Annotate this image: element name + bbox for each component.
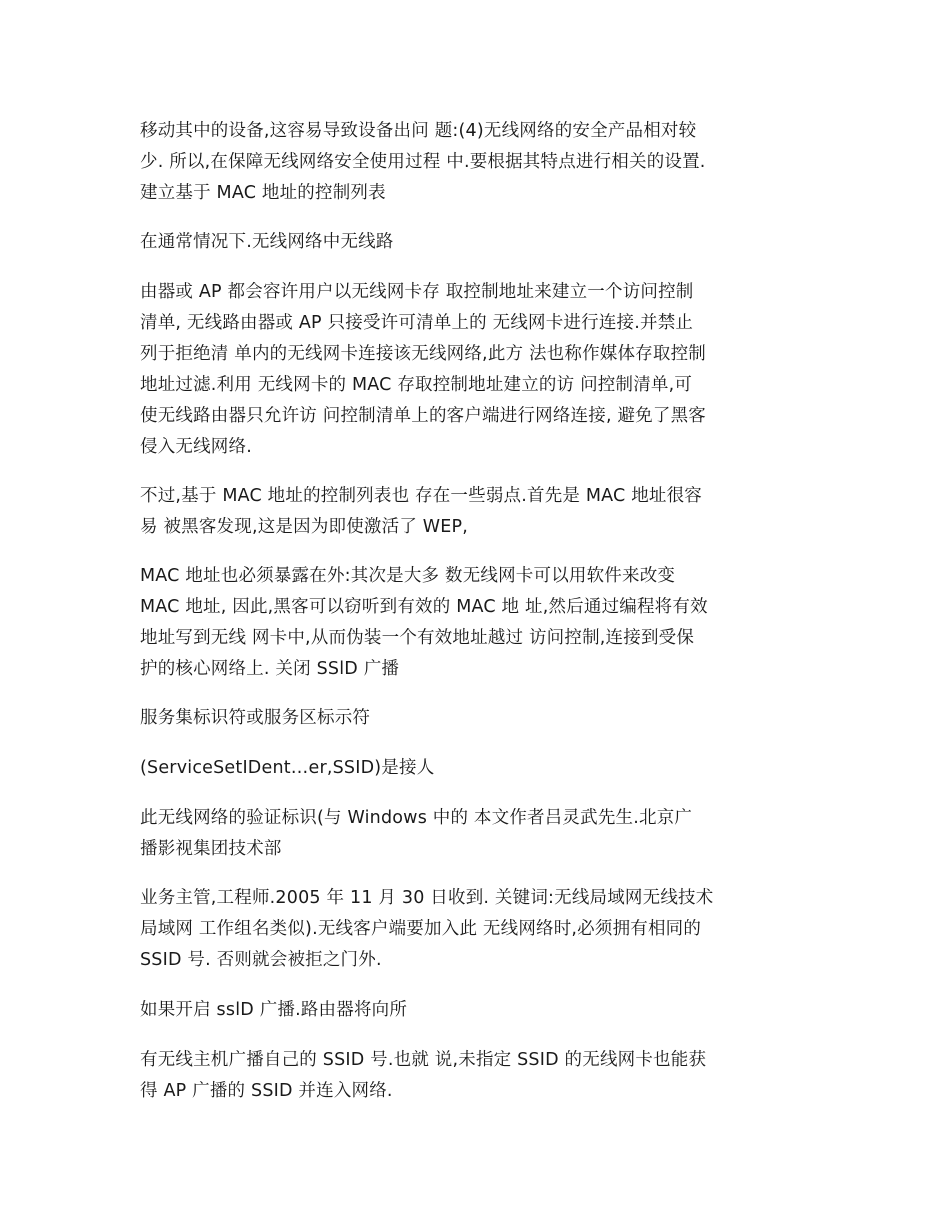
paragraph-3: 由器或 AP 都会容许用户以无线网卡存 取控制地址来建立一个访问控制 清单, 无线路由器或 AP 只接受许可清单上的 无线网卡进行连接.并禁止 列于拒绝清 单内的无线网卡连接该无线网络,此方 法也称作媒体存取控制 地址过滤.利用 无线网卡的 MAC 存取控制地址建立的访 问控制清单,可 使无线路由器只允许访 问控制清单上的客户端进行网络连接, 避免了黑客 侵入无线网络.: [140, 282, 706, 457]
paragraph-4: 不过,基于 MAC 地址的控制列表也 存在一些弱点.首先是 MAC 地址很容 易 被黑客发现,这是因为即使激活了 WEP,: [140, 486, 703, 537]
paragraph-10: 如果开启 sslD 广播.路由器将向所: [140, 1000, 408, 1020]
paragraph-6: 服务集标识符或服务区标示符: [140, 708, 371, 728]
paragraph-9: 业务主管,工程师.2005 年 11 月 30 日收到. 关键词:无线局域网无线技术 局域网 工作组名类似).无线客户端要加入此 无线网络时,必须拥有相同的 SSID 号. 否则就会被拒之门外.: [140, 888, 714, 970]
paragraph-1: 移动其中的设备,这容易导致设备出问 题:(4)无线网络的安全产品相对较 少. 所以,在保障无线网络安全使用过程 中.要根据其特点进行相关的设置. 建立基于 MAC 地址的控制列表: [140, 121, 706, 203]
paragraph-8: 此无线网络的验证标识(与 Windows 中的 本文作者吕灵武先生.北京广 播影视集团技术部: [140, 808, 693, 859]
paragraph-7: (ServiceSetIDent…er,SSID)是接人: [140, 758, 435, 778]
paragraph-5: MAC 地址也必须暴露在外:其次是大多 数无线网卡可以用软件来改变 MAC 地址, 因此,黑客可以窃听到有效的 MAC 地 址,然后通过编程将有效 地址写到无线 网卡中,从而伪装一个有效地址越过 访问控制,连接到受保 护的核心网络上. 关闭 SSlD 广播: [140, 566, 708, 679]
paragraph-2: 在通常情况下.无线网络中无线路: [140, 232, 394, 252]
paragraph-11: 有无线主机广播自己的 SSID 号.也就 说,未指定 SSID 的无线网卡也能获 得 AP 广播的 SSID 并连入网络.: [140, 1050, 707, 1101]
